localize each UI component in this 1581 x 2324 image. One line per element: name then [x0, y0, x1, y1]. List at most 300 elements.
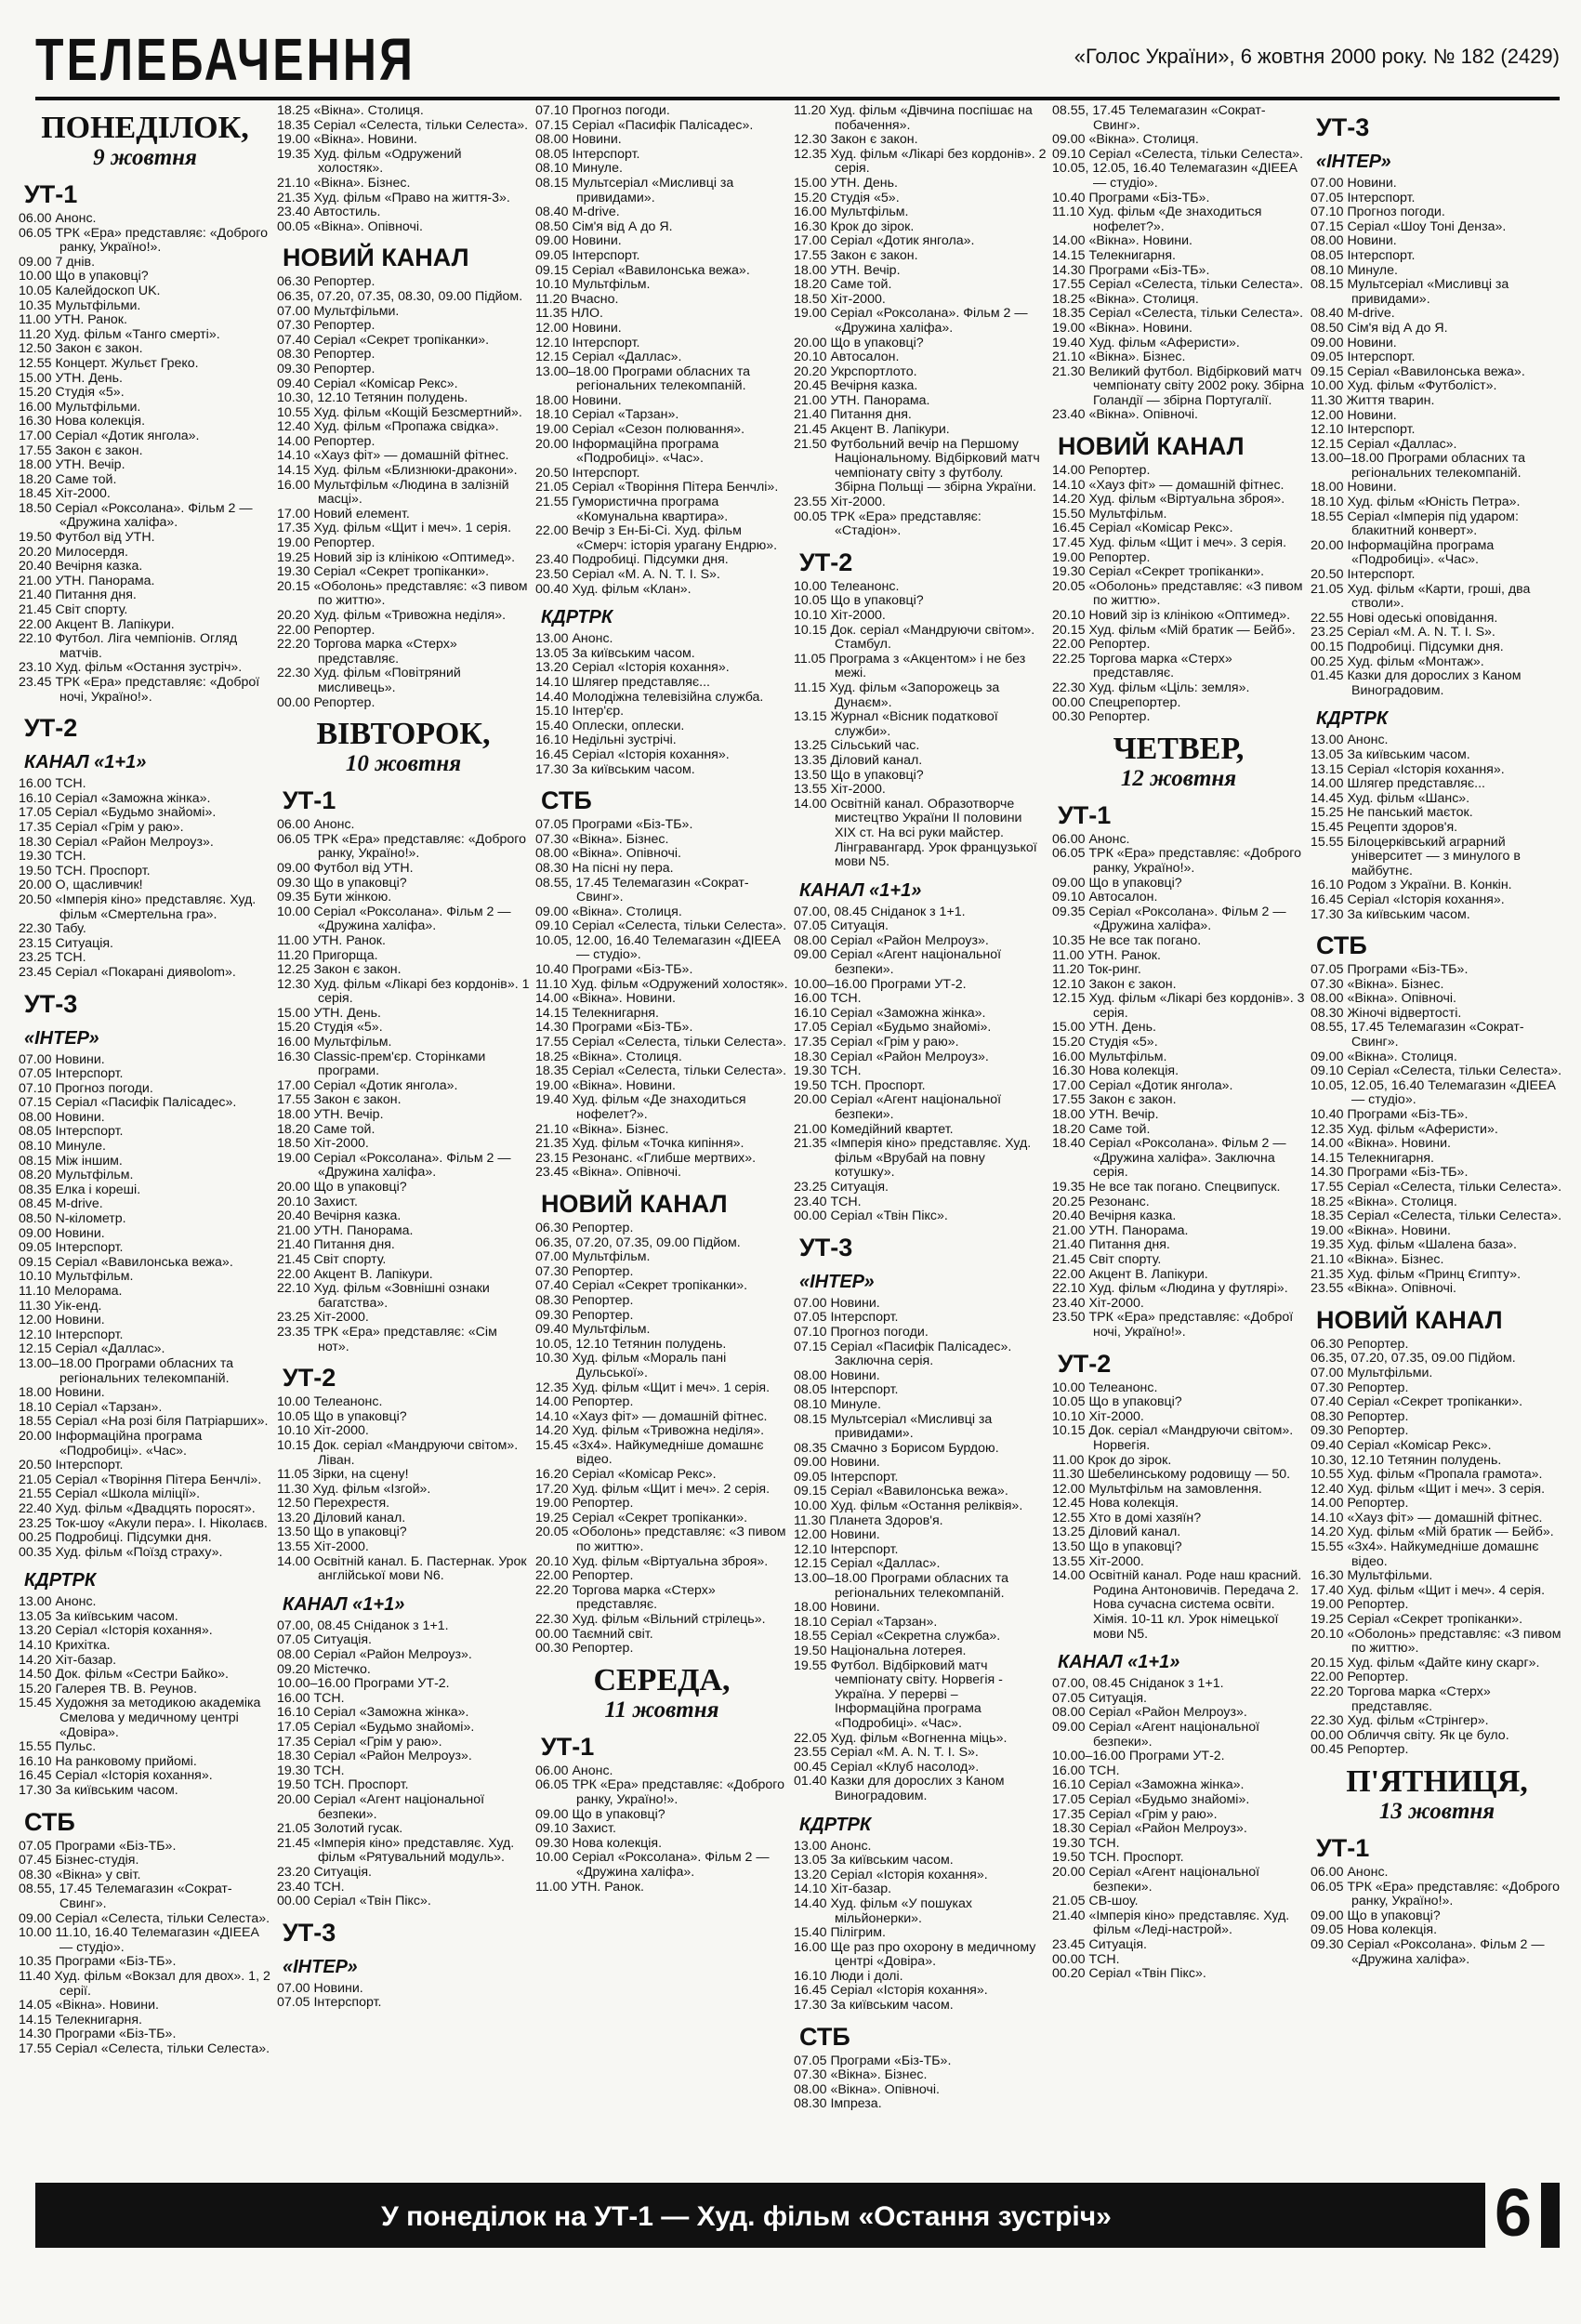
column-4	[794, 104, 1047, 2175]
program-entry: 19.00 Серіал «Роксолана». Фільм 2 — «Дружина халіфа».	[277, 1150, 511, 1181]
program-entry: 17.05 Серіал «Будьмо знайомі».	[794, 1020, 992, 1036]
program-entry: 15.40 Оплески, оплески.	[535, 718, 685, 733]
program-entry: 18.50 Хіт-2000.	[794, 291, 886, 307]
program-entry: 20.00 Інформаційна програма «Подробиці». «Час».	[535, 436, 719, 467]
program-entry: 18.00 Новини.	[1311, 480, 1397, 495]
channel-heading: НОВИЙ КАНАЛ	[541, 1189, 728, 1218]
channel-subheading: КДРТРК	[1316, 708, 1389, 730]
program-entry: 09.30 Репортер.	[1311, 1423, 1409, 1439]
program-entry: 08.35 Смачно з Борисом Бурдою.	[794, 1440, 999, 1456]
program-entry: 21.55 Гумористична програма «Комунальна квартира».	[535, 495, 729, 524]
program-entry: 19.00 Репортер.	[1052, 549, 1151, 565]
program-entry: 13.00 Анонс.	[1311, 733, 1389, 748]
program-entry: 09.00 Футбол від УТН.	[277, 860, 414, 876]
program-entry: 18.00 Новини.	[535, 392, 622, 408]
program-entry: 11.20 Ток-ринг.	[1052, 962, 1141, 978]
program-entry: 08.30 На пісні ну пера.	[535, 860, 674, 876]
day-heading: СЕРЕДА,	[593, 1662, 731, 1697]
program-entry: 10.40 Програми «Біз-ТБ».	[535, 962, 693, 978]
channel-subheading: КАНАЛ «1+1»	[799, 879, 922, 901]
program-entry: 19.30 Серіал «Секрет тропіканки».	[1052, 564, 1265, 580]
program-entry: 09.40 Серіал «Комісар Рекс».	[1311, 1437, 1492, 1453]
program-entry: 23.55 Серіал «M. A. N. T. I. S».	[794, 1745, 979, 1761]
program-entry: 09.05 Інтерспорт.	[535, 247, 640, 263]
program-entry: 09.30 Що в упаковці?	[277, 875, 407, 891]
program-entry: 22.40 Худ. фільм «Двадцять поросят».	[19, 1500, 256, 1516]
program-entry: 11.20 Худ. фільм «Танго смерті».	[19, 326, 220, 342]
program-entry: 11.10 Мелорама.	[19, 1284, 123, 1299]
program-entry: 19.00 «Вікна». Новини.	[277, 132, 417, 148]
program-entry: 18.55 Серіал «Секретна служба».	[794, 1629, 1001, 1644]
program-entry: 15.20 Галерея ТВ. В. Реунов.	[19, 1681, 198, 1697]
program-entry: 16.45 Серіал «Історія кохання».	[19, 1768, 213, 1784]
program-entry: 15.00 УТН. День.	[1052, 1020, 1156, 1036]
program-entry: 07.15 Серіал «Пасифік Палісадес».	[19, 1095, 237, 1111]
program-entry: 18.00 УТН. Вечір.	[794, 262, 901, 278]
date-heading: 10 жовтня	[345, 751, 462, 777]
program-entry: 17.55 Серіал «Селеста, тільки Селеста».	[19, 2040, 270, 2056]
program-entry: 08.50 N-кілометр.	[19, 1211, 126, 1227]
program-entry: 23.40 Хіт-2000.	[1052, 1295, 1144, 1311]
program-entry: 17.30 За київським часом.	[19, 1783, 178, 1798]
program-entry: 06.05 ТРК «Ера» представляє: «Доброго ранку, Україно!».	[19, 225, 269, 256]
program-entry: 18.00 УТН. Вечір.	[277, 1107, 384, 1123]
program-entry: 09.00 Новини.	[794, 1455, 880, 1471]
program-entry: 08.10 Минуле.	[535, 161, 623, 177]
program-entry: 14.45 Худ. фільм «Шанс».	[1311, 790, 1470, 806]
program-entry: 08.30 Репортер.	[535, 1292, 634, 1308]
program-entry: 10.40 Програми «Біз-ТБ».	[1311, 1107, 1469, 1123]
program-entry: 07.30 Репортер.	[535, 1263, 634, 1279]
program-entry: 19.00 «Вікна». Новини.	[1052, 320, 1192, 336]
program-entry: 18.10 Серіал «Тарзан».	[535, 407, 679, 423]
program-entry: 11.10 Худ. фільм «Одружений холостяк».	[535, 976, 788, 992]
program-entry: 00.05 ТРК «Ера» представляє: «Стадіон».	[794, 508, 982, 539]
program-entry: 13.55 Хіт-2000.	[794, 782, 886, 798]
program-entry: 06.35, 07.20, 07.35, 09.00 Підйом.	[535, 1235, 741, 1250]
program-entry: 19.40 Худ. фільм «Де знаходиться нофелет?».	[535, 1092, 746, 1122]
program-entry: 08.00 «Вікна». Опівночі.	[794, 2081, 940, 2097]
program-entry: 07.05 Ситуація.	[277, 1632, 373, 1648]
program-entry: 22.30 Худ. фільм «Ціль: земля».	[1052, 680, 1250, 695]
channel-heading: УТ-3	[24, 989, 78, 1018]
program-entry: 08.00 Серіал «Район Мелроуз».	[277, 1647, 472, 1663]
program-entry: 10.00 Серіал «Роксолана». Фільм 2 — «Дружина халіфа».	[277, 904, 511, 934]
program-entry: 09.10 Серіал «Селеста, тільки Селеста».	[1311, 1063, 1562, 1079]
program-entry: 09.15 Серіал «Вавилонська вежа».	[19, 1254, 233, 1270]
program-entry: 20.00 Інформаційна програма «Подробиці». «Час».	[1311, 537, 1495, 568]
program-entry: 07.30 Репортер.	[277, 318, 375, 334]
program-entry: 19.35 Худ. фільм «Шалена база».	[1311, 1237, 1517, 1253]
day-heading: ПОНЕДІЛОК,	[41, 111, 249, 145]
program-entry: 10.15 Док. серіал «Мандруючи світом». Ліван.	[277, 1437, 519, 1468]
program-entry: 14.15 Худ. фільм «Близнюки-дракони».	[277, 463, 518, 479]
program-entry: 13.35 Діловий канал.	[794, 752, 923, 768]
program-entry: 08.40 M-drive.	[1311, 306, 1395, 322]
program-entry: 22.20 Торгова марка «Стерх» представляє.	[535, 1582, 716, 1613]
channel-subheading: КДРТРК	[24, 1570, 97, 1591]
program-entry: 22.05 Худ. фільм «Вогненна міць».	[794, 1730, 1008, 1746]
program-entry: 14.30 Програми «Біз-ТБ».	[535, 1020, 693, 1036]
program-entry: 09.15 Серіал «Вавилонська вежа».	[535, 262, 750, 278]
program-entry: 20.00 Серіал «Агент національної безпеки».	[794, 1092, 1002, 1122]
channel-heading: УТ-3	[283, 1918, 336, 1947]
program-entry: 23.15 Резонанс. «Глибше мертвих».	[535, 1150, 757, 1166]
listings-columns	[19, 104, 1567, 2175]
program-entry: 17.55 Закон є закон.	[794, 247, 918, 263]
channel-heading: УТ-2	[283, 1364, 336, 1393]
program-entry: 18.50 Серіал «Роксолана». Фільм 2 — «Дружина халіфа».	[19, 500, 253, 531]
program-entry: 10.00 Що в упаковці?	[19, 269, 149, 284]
program-entry: 08.15 Мультсеріал «Мисливці за привидами».	[1311, 277, 1509, 307]
channel-heading: СТБ	[24, 1807, 75, 1836]
program-entry: 17.55 Серіал «Селеста, тільки Селеста».	[1311, 1180, 1562, 1195]
program-entry: 07.40 Серіал «Секрет тропіканки».	[535, 1278, 748, 1294]
program-entry: 08.05 Інтерспорт.	[1311, 247, 1416, 263]
channel-heading: НОВИЙ КАНАЛ	[1316, 1305, 1503, 1334]
program-entry: 08.05 Інтерспорт.	[535, 146, 640, 162]
program-entry: 13.00–18.00 Програми обласних та регіональних телекомпаній.	[19, 1355, 234, 1386]
program-entry: 11.20 Вчасно.	[535, 291, 619, 307]
program-entry: 20.20 Укрспортлото.	[794, 363, 917, 379]
program-entry: 10.10 Мультфільм.	[19, 1269, 134, 1285]
program-entry: 21.45 Акцент В. Лапікури.	[794, 422, 950, 438]
program-entry: 20.20 Худ. фільм «Тривожна неділя».	[277, 608, 507, 623]
program-entry: 09.00 «Вікна». Столиця.	[535, 904, 682, 919]
program-entry: 22.10 Футбол. Ліга чемпіонів. Огляд матчів.	[19, 631, 238, 661]
program-entry: 07.05 Інтерспорт.	[19, 1066, 124, 1082]
program-entry: 18.10 Серіал «Тарзан».	[19, 1399, 163, 1415]
program-entry: 18.30 Серіал «Район Мелроуз».	[19, 834, 214, 850]
channel-subheading: «ІНТЕР»	[799, 1271, 875, 1292]
program-entry: 06.05 ТРК «Ера» представляє: «Доброго ранку, Україно!».	[1311, 1879, 1561, 1909]
program-entry: 07.00 Мультфільми.	[1311, 1365, 1433, 1380]
program-entry: 14.20 Худ. фільм «Віртуальна зброя».	[1052, 492, 1285, 508]
program-entry: 07.30 «Вікна». Бізнес.	[1311, 976, 1444, 992]
program-entry: 10.05, 12.00, 16.40 Телемагазин «ДІЕЕА — студіо».	[535, 932, 781, 963]
program-entry: 13.25 Сільський час.	[794, 738, 920, 754]
program-entry: 12.00 Новини.	[535, 320, 622, 336]
program-entry: 14.00 Освітній канал. Роде наш красний. Родина Антоновичів. Передача 2. Нова сучасна система освіти. Хімія. 10-11 кл. Урок німецької мови N5.	[1052, 1568, 1302, 1642]
program-entry: 17.55 Серіал «Селеста, тільки Селеста».	[535, 1035, 787, 1050]
program-entry: 07.00 Мультфільм.	[535, 1249, 651, 1265]
program-entry: 20.50 Інтерспорт.	[1311, 567, 1416, 583]
program-entry: 14.40 Молодіжна телевізійна служба.	[535, 689, 764, 705]
program-entry: 23.25 Ток-шоу «Акули пера». І. Ніколаєв.	[19, 1515, 268, 1531]
program-entry: 10.30 Худ. фільм «Мораль пані Дульської».	[535, 1351, 727, 1380]
program-entry: 16.30 Мультфільми.	[1311, 1568, 1433, 1584]
program-entry: 13.20 Діловий канал.	[277, 1510, 406, 1525]
program-entry: 17.55 Закон є закон.	[19, 442, 143, 458]
program-entry: 19.40 Худ. фільм «Аферисти».	[1052, 335, 1240, 350]
program-entry: 17.55 Закон є закон.	[1052, 1092, 1177, 1108]
program-entry: 21.10 «Вікна». Бізнес.	[277, 175, 411, 191]
program-entry: 18.00 Новини.	[19, 1385, 105, 1401]
program-entry: 00.35 Худ. фільм «Поїзд страху».	[19, 1544, 223, 1560]
program-entry: 16.10 Серіал «Заможна жінка».	[794, 1005, 986, 1021]
channel-heading: УТ-1	[1058, 800, 1112, 829]
program-entry: 19.35 Худ. фільм «Одружений холостяк».	[277, 146, 462, 177]
program-entry: 19.30 ТСН.	[1052, 1835, 1120, 1851]
program-entry: 19.00 Серіал «Сезон полювання».	[535, 422, 745, 438]
program-entry: 16.00 Мультфільм.	[1052, 1049, 1167, 1064]
program-entry: 21.40 Питання дня.	[277, 1237, 395, 1253]
program-entry: 18.35 Серіал «Селеста, тільки Селеста».	[535, 1063, 787, 1079]
program-entry: 18.25 «Вікна». Столиця.	[535, 1049, 682, 1064]
program-entry: 10.35 Не все так погано.	[1052, 932, 1202, 948]
program-entry: 07.15 Серіал «Шоу Тоні Дензa».	[1311, 218, 1507, 234]
program-entry: 00.20 Серіал «Твін Пікс».	[1052, 1966, 1206, 1982]
program-entry: 07.05 Програми «Біз-ТБ».	[535, 817, 693, 833]
program-entry: 21.05 Худ. фільм «Карти, гроші, два стволи».	[1311, 581, 1531, 612]
program-entry: 19.50 ТСН. Проспорт.	[794, 1077, 926, 1093]
channel-heading: УТ-2	[24, 714, 78, 743]
program-entry: 07.05 Ситуація.	[794, 918, 889, 934]
program-entry: 20.45 Вечірня казка.	[794, 378, 918, 394]
program-entry: 08.05 Інтерспорт.	[794, 1382, 899, 1398]
program-entry: 16.45 Серіал «Історія кохання».	[1311, 891, 1505, 907]
program-entry: 00.30 Репортер.	[1052, 709, 1151, 725]
program-entry: 12.45 Нова колекція.	[1052, 1496, 1179, 1512]
program-entry: 12.55 Концерт. Жульєт Греко.	[19, 355, 199, 371]
program-entry: 19.00 «Вікна». Новини.	[1311, 1222, 1451, 1238]
program-entry: 09.00 Новини.	[19, 1225, 105, 1241]
program-entry: 23.55 Хіт-2000.	[794, 495, 886, 510]
program-entry: 23.25 ТСН.	[19, 950, 86, 966]
program-entry: 18.30 Серіал «Район Мелроуз».	[794, 1049, 989, 1064]
program-entry: 15.45 Рецепти здоров'я.	[1311, 819, 1458, 835]
program-entry: 22.55 Нові одеські оповідання.	[1311, 610, 1498, 626]
program-entry: 10.15 Док. серіал «Мандруючи світом». Стамбул.	[794, 622, 1035, 653]
program-entry: 14.00 «Вікна». Новини.	[535, 991, 676, 1007]
program-entry: 15.55 «3х4». Найкумедніше домашнє відео.	[1311, 1539, 1539, 1569]
program-entry: 18.00 Новини.	[794, 1600, 880, 1616]
day-heading: ВІВТОРОК,	[316, 717, 491, 752]
program-entry: 09.10 Автосалон.	[1052, 890, 1158, 905]
program-entry: 20.15 Худ. фільм «Мій братик — Бейб».	[1052, 622, 1296, 638]
program-entry: 12.25 Закон є закон.	[277, 962, 402, 978]
program-entry: 22.30 Худ. фільм «Повітряний мисливець».	[277, 666, 461, 695]
program-entry: 11.10 Худ. фільм «Де знаходиться нофелет?».	[1052, 205, 1262, 234]
program-entry: 07.10 Прогноз погоди.	[535, 104, 670, 118]
program-entry: 07.00, 08.45 Сніданок з 1+1.	[277, 1618, 449, 1633]
program-entry: 06.30 Репортер.	[277, 274, 375, 290]
program-entry: 15.00 УТН. День.	[277, 1005, 381, 1021]
program-entry: 18.35 Серіал «Селеста, тільки Селеста».	[1052, 306, 1304, 322]
program-entry: 22.30 Худ. фільм «Вільний стрілець».	[535, 1612, 766, 1627]
program-entry: 08.30 Репортер.	[1311, 1408, 1409, 1424]
program-entry: 00.00 Серіал «Твін Пікс».	[277, 1894, 431, 1909]
program-entry: 20.00 Серіал «Агент національної безпеки».	[277, 1791, 485, 1822]
program-entry: 10.35 Програми «Біз-ТБ».	[19, 1954, 177, 1970]
program-entry: 00.40 Худ. фільм «Клан».	[535, 581, 692, 597]
channel-heading: НОВИЙ КАНАЛ	[283, 244, 469, 272]
program-entry: 12.00 Новини.	[1311, 407, 1397, 423]
program-entry: 14.30 Програми «Біз-ТБ».	[19, 2027, 177, 2042]
channel-heading: УТ-3	[799, 1233, 853, 1261]
program-entry: 07.05 Програми «Біз-ТБ».	[794, 2053, 952, 2068]
program-entry: 16.10 Недільні зустрічі.	[535, 733, 677, 748]
program-entry: 08.45 M-drive.	[19, 1196, 103, 1212]
program-entry: 20.25 Резонанс.	[1052, 1194, 1150, 1209]
program-entry: 07.00 Новини.	[1311, 176, 1397, 191]
program-entry: 09.00 Новини.	[1311, 335, 1397, 350]
program-entry: 22.00 Репортер.	[1311, 1670, 1409, 1685]
date-heading: 13 жовтня	[1378, 1798, 1495, 1824]
program-entry: 12.15 Серіал «Даллас».	[794, 1556, 941, 1572]
program-entry: 06.05 ТРК «Ера» представляє: «Доброго ранку, Україно!».	[535, 1777, 785, 1807]
program-entry: 18.00 УТН. Вечір.	[1052, 1107, 1159, 1123]
program-entry: 00.45 Серіал «Клуб насолод».	[794, 1759, 980, 1775]
program-entry: 11.05 Програма з «Акцентом» і не без межі.	[794, 651, 1026, 681]
program-entry: 15.20 Студія «5».	[19, 385, 125, 401]
date-heading: 12 жовтня	[1120, 765, 1237, 791]
program-entry: 20.50 Інтерспорт.	[535, 465, 640, 481]
program-entry: 08.40 M-drive.	[535, 205, 620, 220]
program-entry: 10.40 Програми «Біз-ТБ».	[1052, 190, 1210, 205]
program-entry: 20.40 Вечірня казка.	[19, 559, 143, 574]
program-entry: 18.25 «Вікна». Столиця.	[1052, 291, 1199, 307]
issue-info: «Голос України», 6 жовтня 2000 року. № 182 (2429)	[1074, 45, 1560, 68]
program-entry: 07.40 Серіал «Секрет тропіканки».	[277, 332, 490, 348]
program-entry: 06.00 Анонс.	[277, 817, 355, 833]
program-entry: 12.00 Мультфільм на замовлення.	[1052, 1481, 1262, 1497]
program-entry: 19.50 Національна лотерея.	[794, 1644, 967, 1658]
program-entry: 11.30 Худ. фільм «Ізгой».	[277, 1481, 431, 1497]
program-entry: 21.40 «Імперія кіно» представляє. Худ. фільм «Леді-настрой».	[1052, 1908, 1290, 1938]
column-3	[535, 104, 788, 2175]
program-entry: 21.00 УТН. Панорама.	[19, 573, 155, 588]
program-entry: 07.05 Інтерспорт.	[277, 1995, 382, 2011]
program-entry: 19.50 Футбол від УТН.	[19, 530, 155, 546]
program-entry: 10.00 Телеанонс.	[794, 578, 900, 594]
channel-subheading: «ІНТЕР»	[24, 1027, 99, 1049]
program-entry: 08.30 Жіночі відвертості.	[1311, 1005, 1462, 1021]
program-entry: 13.00–18.00 Програми обласних та регіональних телекомпаній.	[535, 363, 751, 394]
program-entry: 09.00 Серіал «Селеста, тільки Селеста».	[19, 1910, 270, 1926]
program-entry: 09.05 Інтерспорт.	[794, 1469, 899, 1485]
program-entry: 20.10 Худ. фільм «Віртуальна зброя».	[535, 1553, 769, 1569]
program-entry: 07.00, 08.45 Сніданок з 1+1.	[1052, 1676, 1224, 1692]
program-entry: 16.00 Мультфільми.	[19, 399, 141, 415]
program-entry: 19.00 Репортер.	[535, 1496, 634, 1512]
program-entry: 22.00 Репортер.	[535, 1568, 634, 1584]
program-entry: 07.05 Ситуація.	[1052, 1690, 1148, 1706]
program-entry: 23.45 ТРК «Ера» представляє: «Доброї ночі, Україно!».	[19, 675, 260, 705]
program-entry: 21.45 Світ спорту.	[1052, 1251, 1162, 1267]
program-entry: 14.10 Хіт-базар.	[794, 1882, 892, 1897]
program-entry: 20.05 «Оболонь» представляє: «З пивом по життю».	[535, 1525, 786, 1555]
program-entry: 09.00 Що в упаковці?	[1311, 1908, 1441, 1923]
program-entry: 16.20 Серіал «Комісар Рекс».	[535, 1467, 717, 1483]
program-entry: 23.25 Серіал «M. A. N. T. I. S».	[1311, 625, 1495, 640]
program-entry: 20.50 «Імперія кіно» представляє. Худ. фільм «Смертельна гра».	[19, 891, 257, 922]
date-heading: 11 жовтня	[604, 1697, 719, 1723]
program-entry: 07.45 Бізнес-студія.	[19, 1853, 139, 1868]
program-entry: 11.30 Шебелинському родовищу — 50.	[1052, 1467, 1291, 1483]
program-entry: 09.30 Репортер.	[535, 1307, 634, 1323]
program-entry: 22.00 Акцент В. Лапікури.	[19, 616, 175, 632]
program-entry: 00.00 ТСН.	[1052, 1951, 1120, 1967]
program-entry: 08.30 «Вікна» у світ.	[19, 1867, 141, 1882]
program-entry: 15.40 Пілігрим.	[794, 1925, 886, 1941]
program-entry: 17.30 За київським часом.	[1311, 906, 1470, 922]
program-entry: 20.00 Серіал «Агент національної безпеки».	[1052, 1864, 1260, 1895]
program-entry: 20.10 Захист.	[277, 1194, 358, 1209]
program-entry: 17.05 Серіал «Будьмо знайомі».	[277, 1720, 475, 1735]
program-entry: 08.50 Сім'я від А до Я.	[535, 218, 673, 234]
program-entry: 08.00 Новини.	[794, 1367, 880, 1383]
program-entry: 13.55 Хіт-2000.	[277, 1539, 369, 1555]
program-entry: 00.05 «Вікна». Опівночі.	[277, 218, 423, 234]
program-entry: 09.10 Захист.	[535, 1821, 616, 1837]
program-entry: 13.50 Що в упаковці?	[794, 767, 924, 783]
program-entry: 23.25 Хіт-2000.	[277, 1310, 369, 1326]
program-entry: 10.15 Док. серіал «Мандруючи світом». Норвегія.	[1052, 1423, 1294, 1453]
program-entry: 21.10 «Вікна». Бізнес.	[535, 1121, 669, 1137]
program-entry: 07.30 Репортер.	[1311, 1380, 1409, 1395]
program-entry: 17.55 Серіал «Селеста, тільки Селеста».	[1052, 277, 1304, 293]
program-entry: 19.30 ТСН.	[19, 849, 86, 865]
program-entry: 21.35 Худ. фільм «Точка кипіння».	[535, 1136, 744, 1152]
program-entry: 23.45 Серіал «Покарані диявolom».	[19, 964, 236, 980]
program-entry: 21.40 Питання дня.	[1052, 1237, 1170, 1253]
program-entry: 20.10 Новий зір із клінікою «Оптимед».	[1052, 608, 1291, 623]
program-entry: 16.00 Ще раз про охорону в медичному центрі «Довіра».	[794, 1939, 1036, 1970]
program-entry: 21.05 Серіал «Творіння Пітера Бенчлі».	[535, 480, 779, 495]
program-entry: 17.55 Закон є закон.	[277, 1092, 402, 1108]
program-entry: 18.25 «Вікна». Столиця.	[277, 104, 424, 118]
program-entry: 17.35 Серіал «Грім у раю».	[1052, 1806, 1218, 1822]
program-entry: 21.40 Питання дня.	[19, 588, 137, 603]
program-entry: 08.20 Мультфільм.	[19, 1168, 134, 1183]
program-entry: 20.40 Вечірня казка.	[1052, 1208, 1177, 1224]
program-entry: 11.20 Худ. фільм «Дівчина поспішає на побачення».	[794, 104, 1033, 133]
program-entry: 18.25 «Вікна». Столиця.	[1311, 1194, 1457, 1209]
program-entry: 14.00 «Вікна». Новини.	[1052, 233, 1192, 249]
column-2	[277, 104, 530, 2175]
program-entry: 17.35 Серіал «Грім у раю».	[794, 1035, 959, 1050]
program-entry: 09.40 Мультфільм.	[535, 1322, 651, 1338]
program-entry: 22.00 Акцент В. Лапікури.	[1052, 1266, 1208, 1282]
program-entry: 21.00 УТН. Панорама.	[794, 392, 930, 408]
program-entry: 06.00 Анонс.	[1052, 831, 1130, 847]
channel-subheading: КДРТРК	[541, 607, 613, 628]
program-entry: 15.50 Мультфільм.	[1052, 506, 1167, 522]
program-entry: 17.00 Новий елемент.	[277, 506, 410, 522]
program-entry: 15.45 Художня за методикою академіка Смелова у медичному центрі «Довіра».	[19, 1696, 261, 1740]
program-entry: 14.20 Хіт-базар.	[19, 1652, 117, 1668]
program-entry: 17.35 Худ. фільм «Щит і меч». 1 серія.	[277, 521, 512, 536]
program-entry: 16.10 Родом з України. В. Конкін.	[1311, 878, 1512, 893]
program-entry: 21.45 «Імперія кіно» представляє. Худ. фільм «Рятувальний модуль».	[277, 1835, 515, 1866]
program-entry: 13.55 Хіт-2000.	[1052, 1553, 1144, 1569]
program-entry: 18.00 УТН. Вечір.	[19, 457, 125, 473]
program-entry: 13.25 Діловий канал.	[1052, 1525, 1181, 1540]
program-entry: 06.00 Анонс.	[19, 211, 97, 226]
program-entry: 14.10 «Хауз фіт» — домашній фітнес.	[277, 448, 509, 464]
program-entry: 16.00 ТСН.	[19, 776, 86, 792]
program-entry: 23.15 Ситуація.	[19, 935, 114, 951]
program-entry: 22.00 Репортер.	[277, 622, 375, 638]
channel-heading: УТ-1	[541, 1732, 595, 1761]
program-entry: 11.20 Пригорща.	[277, 947, 378, 963]
program-entry: 18.45 Хіт-2000.	[19, 486, 111, 502]
program-entry: 06.35, 07.20, 07.35, 09.00 Підйом.	[1311, 1351, 1516, 1367]
program-entry: 11.05 Зірки, на сцену!	[277, 1467, 409, 1483]
program-entry: 21.30 Великий футбол. Відбірковий матч чемпіонату світу 2002 року. Збірна Голандії — збірна Португалії.	[1052, 363, 1305, 408]
program-entry: 21.00 Комедійний квартет.	[794, 1121, 954, 1137]
